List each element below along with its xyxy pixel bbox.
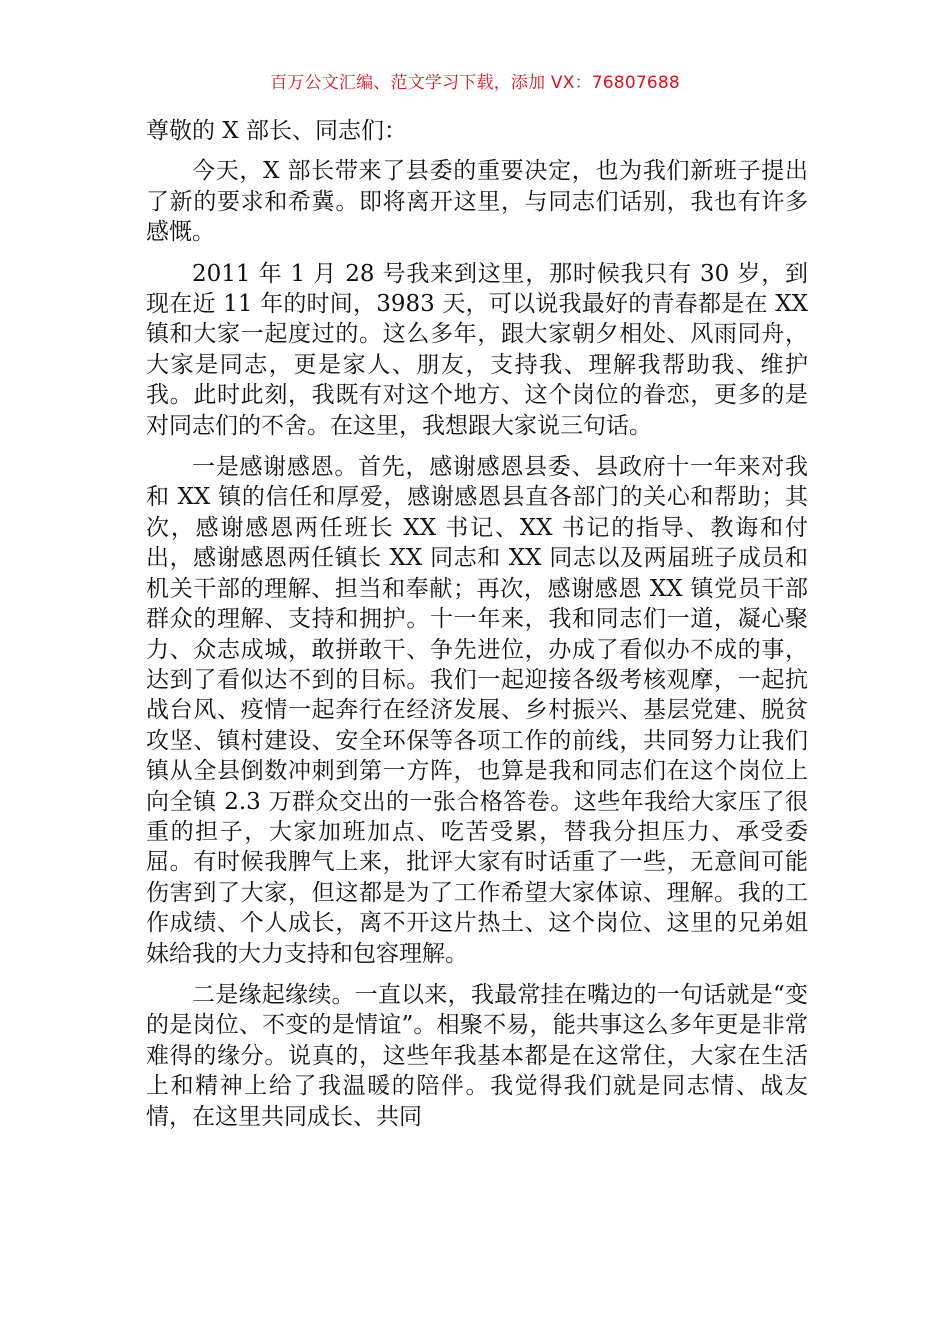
paragraph: 二是缘起缘续。一直以来，我最常挂在嘴边的一句话就是“变的是岗位、不变的是情谊”。相聚不易，能共事这么多年更是非常难得的缘分。说真的，这些年我基本都是在这常住，大家在生活上和精神上给了我温暖的陪伴。我觉得我们就是同志情、战友情，在这里共同成长、共同 (146, 981, 808, 1130)
document-body (146, 116, 808, 1143)
paragraph: 一是感谢感恩。首先，感谢感恩县委、县政府十一年来对我和 XX 镇的信任和厚爱，感谢感恩县直各部门的关心和帮助；其次，感谢感恩两任班长 XX 书记、XX 书记的指导、教诲和付出，感谢感恩两任镇长 XX 同志和 XX 同志以及两届班子成员和机关干部的理解、担当和奉献；再次，感谢感恩 XX 镇党员干部群众的理解、支持和拥护。十一年来，我和同志们一道，凝心聚力、众志成城，敢拼敢干、争先进位，办成了看似办不成的事，达到了看似达不到的目标。我们一起迎接各级考核观摩，一起抗战台风、疫情一起奔行在经济发展、乡村振兴、基层党建、脱贫攻坚、镇村建设、安全环保等各项工作的前线，共同努力让我们镇从全县倒数冲刺到第一方阵，也算是我和同志们在这个岗位上向全镇 2.3 万群众交出的一张合格答卷。这些年我给大家压了很重的担子，大家加班加点、吃苦受累，替我分担压力、承受委屈。有时候我脾气上来，批评大家有时话重了一些，无意间可能伤害到了大家，但这都是为了工作希望大家体谅、理解。我的工作成绩、个人成长，离不开这片热土、这个岗位、这里的兄弟姐妹给我的大力支持和包容理解。 (146, 454, 808, 967)
paragraph: 今天，X 部长带来了县委的重要决定，也为我们新班子提出了新的要求和希冀。即将离开这里，与同志们话别，我也有许多感慨。 (146, 158, 808, 246)
salutation: 尊敬的 X 部长、同志们： (146, 118, 407, 144)
paragraph: 2011 年 1 月 28 号我来到这里，那时候我只有 30 岁，到现在近 11 年的时间，3983 天，可以说我最好的青春都是在 XX 镇和大家一起度过的。这么多年，跟大家朝夕相处、风雨同舟，大家是同志，更是家人、朋友，支持我、理解我帮助我、维护我。此时此刻，我既有对这个地方、这个岗位的眷恋，更多的是对同志们的不舍。在这里，我想跟大家说三句话。 (146, 260, 808, 439)
header-banner: 百万公文汇编、范文学习下载，添加 VX：76807688 (270, 73, 680, 93)
